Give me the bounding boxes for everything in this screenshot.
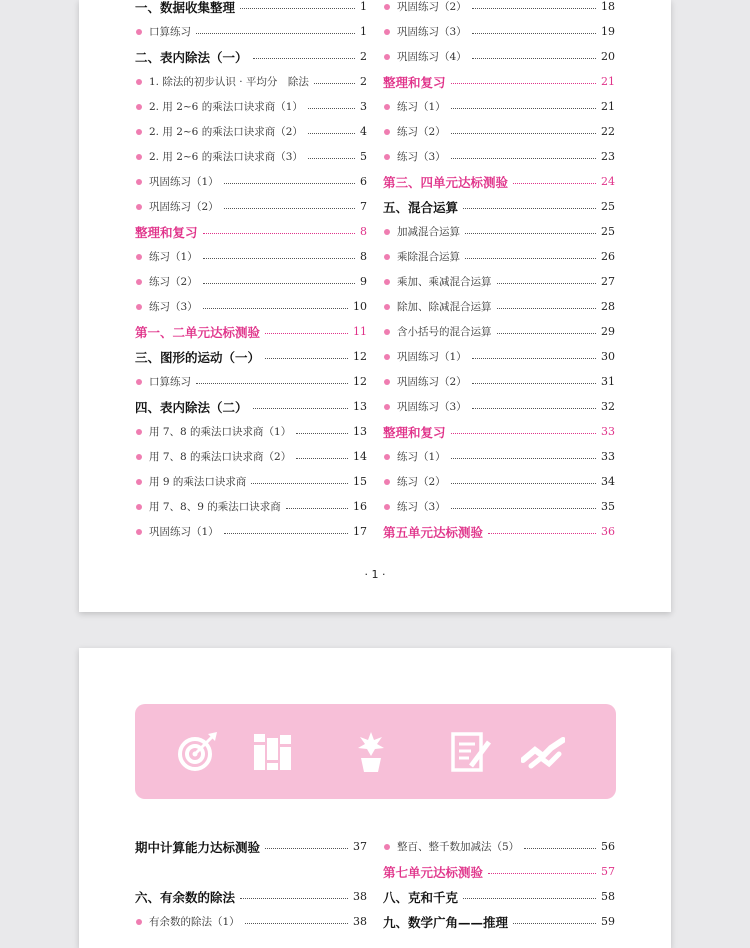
dot-leader	[472, 408, 596, 409]
dot-leader	[224, 533, 348, 534]
toc-lesson-entry[interactable]	[135, 194, 367, 219]
toc-lesson-entry[interactable]	[135, 94, 367, 119]
bullet-icon	[384, 379, 390, 385]
toc-lesson-entry[interactable]	[383, 219, 615, 244]
toc-chapter-entry[interactable]	[135, 0, 367, 19]
dot-leader	[203, 283, 355, 284]
bullet-icon	[136, 79, 142, 85]
dot-leader	[296, 433, 348, 434]
toc-entry-title: 巩固练习（1）	[149, 176, 219, 188]
dot-leader	[265, 848, 348, 849]
toc-lesson-entry[interactable]	[383, 144, 615, 169]
toc-lesson-entry[interactable]	[135, 369, 367, 394]
bullet-icon	[384, 504, 390, 510]
dot-leader	[497, 308, 597, 309]
bullet-icon	[384, 329, 390, 335]
toc-lesson-entry[interactable]	[135, 419, 367, 444]
toc-lesson-entry[interactable]	[383, 0, 615, 19]
dot-leader	[497, 333, 597, 334]
bullet-icon	[136, 279, 142, 285]
toc-entry-title: 口算练习	[149, 26, 191, 38]
toc-entry-title: 乘加、乘减混合运算	[397, 276, 492, 288]
bullet-icon	[136, 29, 142, 35]
dot-leader	[524, 848, 596, 849]
dot-leader	[451, 158, 596, 159]
toc-lesson-entry[interactable]	[383, 269, 615, 294]
bullet-icon	[384, 454, 390, 460]
toc-page-number: 12	[353, 350, 367, 363]
books-icon	[251, 730, 295, 774]
toc-entry-title: 巩固练习（1）	[149, 526, 219, 538]
toc-page-number: 57	[601, 865, 615, 878]
bullet-icon	[136, 379, 142, 385]
toc-entry-title: 练习（1）	[397, 451, 446, 463]
toc-chapter-entry[interactable]	[135, 834, 367, 859]
toc-chapter-entry[interactable]	[135, 884, 367, 909]
dot-leader	[308, 158, 355, 159]
toc-page-number: 2	[360, 50, 367, 63]
toc-lesson-entry[interactable]	[135, 244, 367, 269]
toc-page-number: 38	[353, 890, 367, 903]
toc-page-number: 33	[601, 450, 615, 463]
toc-lesson-entry[interactable]	[135, 119, 367, 144]
toc-page-number: 8	[360, 250, 367, 263]
dot-leader	[451, 508, 596, 509]
dot-leader	[240, 8, 355, 9]
toc-entry-title: 巩固练习（2）	[149, 201, 219, 213]
toc-entry-title: 二、表内除法（一）	[135, 49, 248, 65]
notepad-pen-icon	[449, 730, 493, 774]
toc-page-number: 16	[353, 500, 367, 513]
dot-leader	[451, 83, 596, 84]
dot-leader	[472, 8, 596, 9]
toc-page-number: 18	[601, 0, 615, 13]
toc-chapter-entry[interactable]	[383, 884, 615, 909]
toc-entry-title: 练习（3）	[397, 151, 446, 163]
bullet-icon	[384, 104, 390, 110]
toc-page-number: 10	[353, 300, 367, 313]
bullet-icon	[136, 529, 142, 535]
toc-lesson-entry[interactable]	[383, 469, 615, 494]
toc-page-number: 59	[601, 915, 615, 928]
bullet-icon	[384, 254, 390, 260]
target-icon	[175, 730, 219, 774]
dot-leader	[286, 508, 348, 509]
toc-page-number: 5	[360, 150, 367, 163]
toc-entry-title: 练习（3）	[149, 301, 198, 313]
bullet-icon	[136, 919, 142, 925]
toc-entry-title: 用 9 的乘法口诀求商	[149, 476, 247, 488]
toc-page-number: 2	[360, 75, 367, 88]
toc-page-number: 23	[601, 150, 615, 163]
toc-page-number: 12	[353, 375, 367, 388]
toc-page-number: 21	[601, 75, 615, 88]
toc-page-number: 25	[601, 225, 615, 238]
toc-chapter-entry[interactable]	[383, 194, 615, 219]
toc-entry-title: 整理和复习	[135, 224, 198, 240]
toc-entry-title: 2. 用 2~6 的乘法口诀求商（3）	[149, 151, 303, 163]
toc-page-number: 14	[353, 450, 367, 463]
toc-entry-title: 巩固练习（3）	[397, 401, 467, 413]
bullet-icon	[136, 104, 142, 110]
bullet-icon	[384, 304, 390, 310]
bullet-icon	[384, 404, 390, 410]
dot-leader	[253, 408, 348, 409]
toc-entry-title: 加减混合运算	[397, 226, 460, 238]
dot-leader	[308, 108, 355, 109]
toc-page-number: 11	[353, 325, 367, 338]
bullet-icon	[136, 129, 142, 135]
toc-lesson-entry[interactable]	[135, 519, 367, 544]
dot-leader	[472, 358, 596, 359]
toc-page-number: 35	[601, 500, 615, 513]
toc-lesson-entry[interactable]	[383, 294, 615, 319]
dot-leader	[203, 258, 355, 259]
toc-entry-title: 口算练习	[149, 376, 191, 388]
toc-page-2	[79, 648, 671, 948]
toc-entry-title: 巩固练习（4）	[397, 51, 467, 63]
dot-leader	[251, 483, 348, 484]
toc-review-entry[interactable]	[135, 319, 367, 344]
toc-page-number: 17	[353, 525, 367, 538]
dot-leader	[463, 898, 596, 899]
bullet-icon	[136, 479, 142, 485]
toc-page-number: 13	[353, 400, 367, 413]
toc-chapter-entry[interactable]	[383, 909, 615, 934]
toc-review-entry[interactable]	[383, 859, 615, 884]
toc-review-entry[interactable]	[383, 69, 615, 94]
bullet-icon	[384, 229, 390, 235]
toc-page-number: 3	[360, 100, 367, 113]
toc-entry-title: 整百、整千数加减法（5）	[397, 841, 520, 853]
dot-leader	[240, 898, 348, 899]
bullet-icon	[384, 129, 390, 135]
toc-page-number: 37	[353, 840, 367, 853]
toc-review-entry[interactable]	[383, 169, 615, 194]
dot-leader	[245, 923, 348, 924]
toc-chapter-entry[interactable]	[135, 394, 367, 419]
toc-page-number: 7	[360, 200, 367, 213]
toc-page-number: 25	[601, 200, 615, 213]
dot-leader	[451, 433, 596, 434]
toc-entry-title: 练习（2）	[397, 476, 446, 488]
toc-lesson-entry[interactable]	[383, 94, 615, 119]
toc-page-number: 58	[601, 890, 615, 903]
toc-page-number: 38	[353, 915, 367, 928]
toc-page-number: 8	[360, 225, 367, 238]
toc-page-number: 26	[601, 250, 615, 263]
toc-page-number: 34	[601, 475, 615, 488]
dot-leader	[224, 183, 355, 184]
toc-page-number: 36	[601, 525, 615, 538]
toc-page-number: 4	[360, 125, 367, 138]
dot-leader	[253, 58, 355, 59]
toc-entry-title: 五、混合运算	[383, 199, 459, 215]
toc-entry-title: 第五单元达标测验	[383, 524, 484, 540]
toc-entry-title: 三、图形的运动（一）	[135, 349, 261, 365]
dot-leader	[265, 358, 348, 359]
bullet-icon	[384, 354, 390, 360]
toc-page-number: 31	[601, 375, 615, 388]
toc-entry-title: 第三、四单元达标测验	[383, 174, 509, 190]
bullet-icon	[384, 479, 390, 485]
toc-page-number: 24	[601, 175, 615, 188]
toc-chapter-entry[interactable]	[135, 44, 367, 69]
toc-entry-title: 练习（2）	[149, 276, 198, 288]
toc-entry-title: 1. 除法的初步认识 · 平均分 除法	[149, 76, 309, 88]
toc-lesson-entry[interactable]	[135, 494, 367, 519]
dot-leader	[463, 208, 596, 209]
toc-chapter-entry[interactable]	[135, 344, 367, 369]
toc-lesson-entry[interactable]	[135, 144, 367, 169]
bullet-icon	[136, 204, 142, 210]
dot-leader	[465, 233, 596, 234]
toc-entry-title: 整理和复习	[383, 424, 446, 440]
dot-leader	[451, 108, 596, 109]
bullet-icon	[384, 844, 390, 850]
toc-page-number: 19	[601, 25, 615, 38]
toc-review-entry[interactable]	[135, 219, 367, 244]
toc-page-number: 30	[601, 350, 615, 363]
toc-entry-title: 练习（1）	[149, 251, 198, 263]
toc-entry-title: 整理和复习	[383, 74, 446, 90]
dot-leader	[488, 533, 596, 534]
bullet-icon	[384, 279, 390, 285]
icon-banner	[135, 704, 616, 799]
toc-entry-title: 有余数的除法（1）	[149, 916, 240, 928]
toc-lesson-entry[interactable]	[383, 119, 615, 144]
dot-leader	[513, 183, 596, 184]
dot-leader	[224, 208, 355, 209]
toc-lesson-entry[interactable]	[383, 444, 615, 469]
dot-leader	[203, 233, 355, 234]
dot-leader	[451, 458, 596, 459]
toc-entry-title: 用 7、8 的乘法口诀求商（1）	[149, 426, 292, 438]
toc-lesson-entry[interactable]	[383, 244, 615, 269]
toc-entry-title: 含小括号的混合运算	[397, 326, 492, 338]
bullet-icon	[136, 504, 142, 510]
toc-page-number: 9	[360, 275, 367, 288]
dot-leader	[488, 873, 596, 874]
toc-entry-title: 练习（2）	[397, 126, 446, 138]
dot-leader	[497, 283, 597, 284]
dot-leader	[314, 83, 355, 84]
bullet-icon	[136, 154, 142, 160]
toc-lesson-entry[interactable]	[135, 19, 367, 44]
dot-leader	[308, 133, 355, 134]
toc-review-entry[interactable]	[383, 519, 615, 544]
toc-lesson-entry[interactable]	[383, 369, 615, 394]
toc-page-number: 15	[353, 475, 367, 488]
toc-lesson-entry[interactable]	[383, 44, 615, 69]
dot-leader	[203, 308, 348, 309]
toc-lesson-entry[interactable]	[135, 269, 367, 294]
toc-entry-title: 第一、二单元达标测验	[135, 324, 261, 340]
toc-page-number: 1	[360, 0, 367, 13]
bullet-icon	[384, 29, 390, 35]
handshake-icon	[521, 730, 565, 774]
toc-entry-title: 第七单元达标测验	[383, 864, 484, 880]
toc-entry-title: 六、有余数的除法	[135, 889, 236, 905]
toc-lesson-entry[interactable]	[135, 169, 367, 194]
page-number: · 1 ·	[364, 568, 386, 581]
toc-entry-title: 除加、除减混合运算	[397, 301, 492, 313]
toc-entry-title: 用 7、8、9 的乘法口诀求商	[149, 501, 281, 513]
toc-page-number: 28	[601, 300, 615, 313]
toc-lesson-entry[interactable]	[383, 494, 615, 519]
toc-page-number: 20	[601, 50, 615, 63]
toc-entry-title: 巩固练习（3）	[397, 26, 467, 38]
trophy-plant-icon	[349, 730, 393, 774]
toc-page-number: 29	[601, 325, 615, 338]
toc-entry-title: 四、表内除法（二）	[135, 399, 248, 415]
dot-leader	[472, 383, 596, 384]
toc-lesson-entry[interactable]	[135, 294, 367, 319]
toc-page-number: 32	[601, 400, 615, 413]
toc-entry-title: 练习（1）	[397, 101, 446, 113]
toc-page-number: 1	[360, 25, 367, 38]
toc-entry-title: 练习（3）	[397, 501, 446, 513]
toc-lesson-entry[interactable]	[383, 344, 615, 369]
dot-leader	[265, 333, 348, 334]
dot-leader	[465, 258, 596, 259]
toc-review-entry[interactable]	[383, 419, 615, 444]
toc-entry-title: 2. 用 2~6 的乘法口诀求商（2）	[149, 126, 303, 138]
toc-entry-title: 2. 用 2~6 的乘法口诀求商（1）	[149, 101, 303, 113]
dot-leader	[196, 33, 355, 34]
toc-lesson-entry[interactable]	[135, 69, 367, 94]
dot-leader	[472, 33, 596, 34]
toc-page-number: 33	[601, 425, 615, 438]
toc-lesson-entry[interactable]	[135, 909, 367, 934]
toc-page-number: 27	[601, 275, 615, 288]
bullet-icon	[384, 54, 390, 60]
toc-page-number: 6	[360, 175, 367, 188]
toc-page-number: 13	[353, 425, 367, 438]
bullet-icon	[136, 179, 142, 185]
toc-lesson-entry[interactable]	[135, 444, 367, 469]
dot-leader	[451, 133, 596, 134]
dot-leader	[451, 483, 596, 484]
dot-leader	[196, 383, 348, 384]
dot-leader	[472, 58, 596, 59]
toc-entry-title: 乘除混合运算	[397, 251, 460, 263]
toc-page-number: 21	[601, 100, 615, 113]
dot-leader	[513, 923, 596, 924]
toc-entry-title: 期中计算能力达标测验	[135, 839, 261, 855]
toc-lesson-entry[interactable]	[135, 469, 367, 494]
bullet-icon	[136, 254, 142, 260]
toc-lesson-entry[interactable]	[383, 319, 615, 344]
dot-leader	[296, 458, 348, 459]
toc-entry-title: 八、克和千克	[383, 889, 459, 905]
toc-entry-title: 巩固练习（1）	[397, 351, 467, 363]
toc-entry-title: 一、数据收集整理	[135, 0, 236, 15]
bullet-icon	[384, 154, 390, 160]
toc-lesson-entry[interactable]	[383, 834, 615, 859]
toc-lesson-entry[interactable]	[383, 394, 615, 419]
toc-entry-title: 用 7、8 的乘法口诀求商（2）	[149, 451, 292, 463]
toc-entry-title: 九、数学广角——推理	[383, 914, 509, 930]
toc-lesson-entry[interactable]	[383, 19, 615, 44]
bullet-icon	[384, 4, 390, 10]
toc-page-1	[79, 0, 671, 612]
toc-page-number: 56	[601, 840, 615, 853]
bullet-icon	[136, 304, 142, 310]
bullet-icon	[136, 429, 142, 435]
bullet-icon	[136, 454, 142, 460]
toc-entry-title: 巩固练习（2）	[397, 1, 467, 13]
toc-page-number: 22	[601, 125, 615, 138]
toc-entry-title: 巩固练习（2）	[397, 376, 467, 388]
